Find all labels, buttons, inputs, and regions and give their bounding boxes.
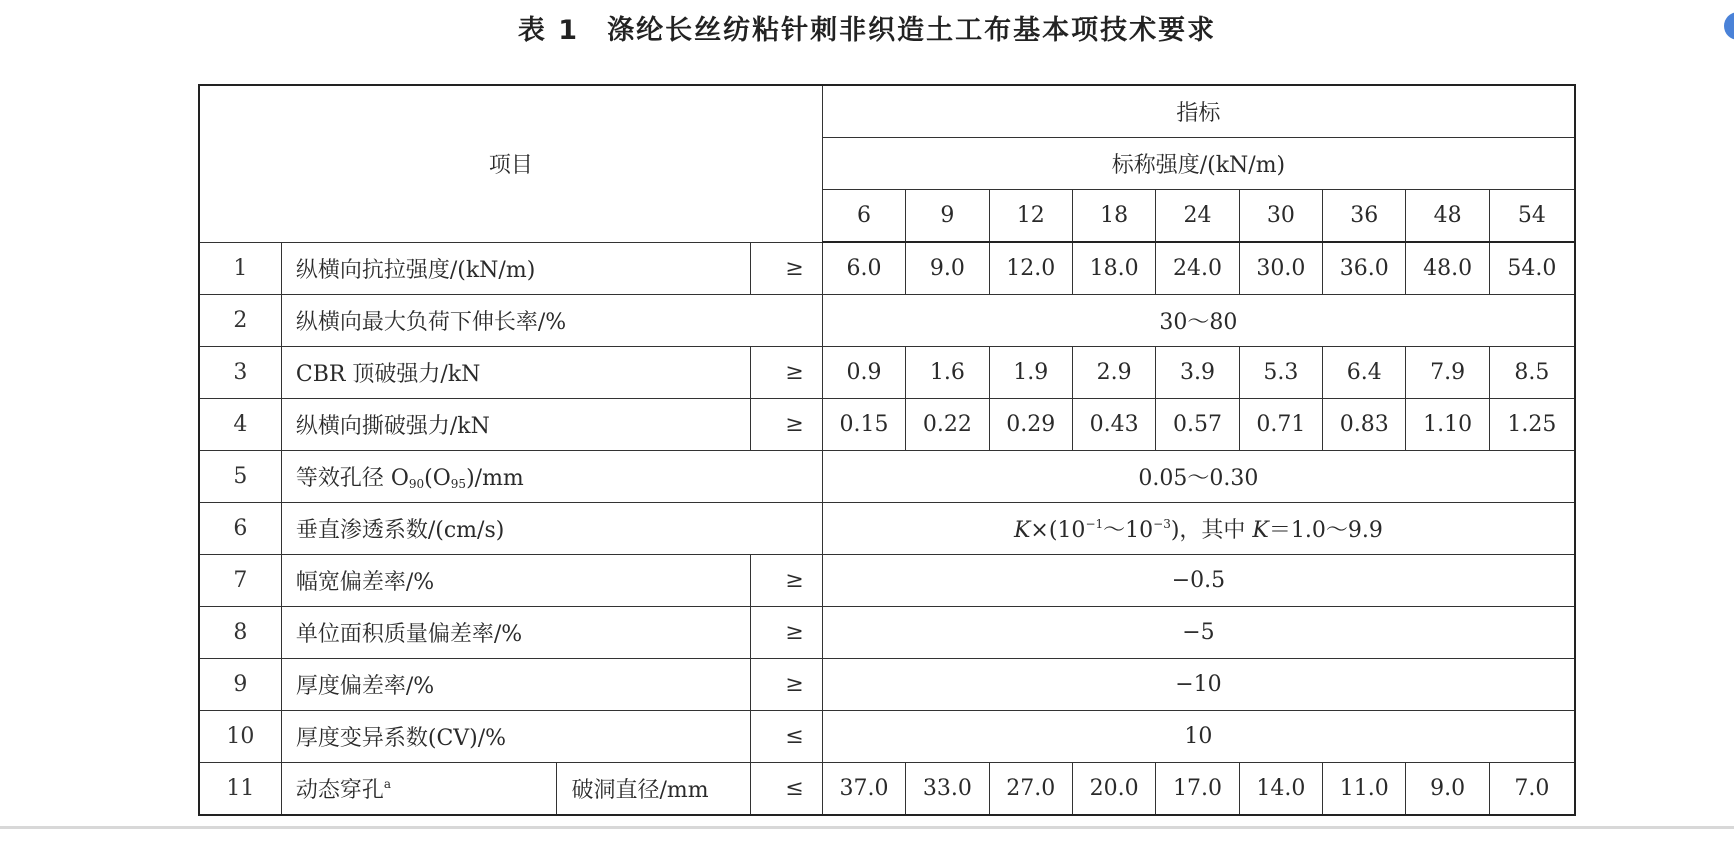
subscript: 90 — [408, 477, 425, 491]
cell-value: 2.9 — [1072, 347, 1155, 399]
row-item: 纵横向抗拉强度/(kN/m) — [281, 242, 750, 295]
cell-value: 24.0 — [1156, 242, 1239, 295]
spec-table-container — [198, 84, 1576, 844]
item-text: (O — [424, 466, 451, 491]
nominal-value: 54 — [1489, 190, 1575, 243]
row-operator: ≥ — [750, 399, 822, 451]
header-nominal-strength: 标称强度/(kN/m) — [822, 138, 1575, 190]
row-item: 厚度变异系数(CV)/% — [281, 711, 750, 763]
cell-value: 12.0 — [989, 242, 1072, 295]
cell-value: 0.9 — [822, 347, 905, 399]
merged-value: −5 — [822, 607, 1575, 659]
row-number: 10 — [199, 711, 281, 763]
cell-value: 9.0 — [1406, 763, 1489, 816]
cell-value: 48.0 — [1406, 242, 1489, 295]
cell-value: 0.71 — [1239, 399, 1322, 451]
cell-value: 9.0 — [906, 242, 989, 295]
spec-table — [198, 84, 1576, 816]
table-caption: 涤纶长丝纺粘针刺非织造土工布基本项技术要求 — [607, 15, 1217, 46]
table-row — [199, 555, 1575, 607]
cell-value: 7.9 — [1406, 347, 1489, 399]
item-text: 动态穿孔 — [295, 778, 384, 803]
cell-value: 0.22 — [906, 399, 989, 451]
cell-value: 30.0 — [1239, 242, 1322, 295]
item-text: )/mm — [466, 466, 524, 491]
cell-value: 14.0 — [1239, 763, 1322, 816]
value-text: ～10 — [1103, 518, 1154, 543]
merged-value: 30～80 — [822, 295, 1575, 347]
row-number: 8 — [199, 607, 281, 659]
nominal-value: 6 — [822, 190, 905, 243]
nominal-value: 30 — [1239, 190, 1322, 243]
row-item — [281, 763, 557, 816]
table-row — [199, 659, 1575, 711]
table-row — [199, 295, 1575, 347]
table-row — [199, 503, 1575, 555]
cell-value: 1.9 — [989, 347, 1072, 399]
row-item: 垂直渗透系数/(cm/s) — [281, 503, 822, 555]
header-item: 项目 — [199, 85, 822, 242]
superscript: −3 — [1153, 517, 1171, 531]
row-number: 2 — [199, 295, 281, 347]
cell-value: 3.9 — [1156, 347, 1239, 399]
variable-k: K — [1013, 518, 1031, 543]
cell-value: 20.0 — [1072, 763, 1155, 816]
cell-value: 37.0 — [822, 763, 905, 816]
nominal-value: 18 — [1072, 190, 1155, 243]
value-text: )，其中 — [1170, 518, 1253, 543]
nominal-value: 36 — [1323, 190, 1406, 243]
nominal-value: 48 — [1406, 190, 1489, 243]
row-number: 5 — [199, 451, 281, 503]
value-text: ＝1.0～9.9 — [1268, 518, 1383, 543]
header-index: 指标 — [822, 85, 1575, 138]
row-subitem: 破洞直径/mm — [557, 763, 750, 816]
table-number: 表 1 — [517, 15, 580, 46]
cell-value: 17.0 — [1156, 763, 1239, 816]
row-operator: ≥ — [750, 347, 822, 399]
variable-k: K — [1252, 518, 1269, 543]
footnote-marker: a — [383, 777, 392, 791]
row-number: 11 — [199, 763, 281, 816]
cell-value: 1.6 — [906, 347, 989, 399]
row-item: 单位面积质量偏差率/% — [281, 607, 750, 659]
header-row-1 — [199, 85, 1575, 138]
row-item: 纵横向撕破强力/kN — [281, 399, 750, 451]
row-operator: ≥ — [750, 555, 822, 607]
cell-value: 1.10 — [1406, 399, 1489, 451]
row-item: CBR 顶破强力/kN — [281, 347, 750, 399]
row-item: 幅宽偏差率/% — [281, 555, 750, 607]
cell-value: 33.0 — [906, 763, 989, 816]
cell-value: 0.83 — [1323, 399, 1406, 451]
merged-value: −10 — [822, 659, 1575, 711]
merged-value: −0.5 — [822, 555, 1575, 607]
cell-value: 54.0 — [1489, 242, 1575, 295]
row-operator: ≥ — [750, 659, 822, 711]
row-item — [281, 451, 822, 503]
cell-value: 27.0 — [989, 763, 1072, 816]
cell-value: 8.5 — [1489, 347, 1575, 399]
row-operator: ≤ — [750, 763, 822, 816]
cell-value: 7.0 — [1489, 763, 1575, 816]
cell-value: 0.43 — [1072, 399, 1155, 451]
row-operator: ≥ — [750, 242, 822, 295]
cell-value: 1.25 — [1489, 399, 1575, 451]
merged-value — [822, 503, 1575, 555]
row-number: 4 — [199, 399, 281, 451]
nominal-value: 12 — [989, 190, 1072, 243]
merged-value: 0.05～0.30 — [822, 451, 1575, 503]
cell-value: 0.15 — [822, 399, 905, 451]
cell-value: 0.29 — [989, 399, 1072, 451]
item-text: 等效孔径 O — [295, 466, 409, 491]
row-operator: ≤ — [750, 711, 822, 763]
row-operator: ≥ — [750, 607, 822, 659]
subscript: 95 — [450, 477, 467, 491]
superscript: −1 — [1085, 517, 1104, 531]
row-item: 纵横向最大负荷下伸长率/% — [281, 295, 822, 347]
row-item: 厚度偏差率/% — [281, 659, 750, 711]
table-row — [199, 711, 1575, 763]
cell-value: 6.4 — [1323, 347, 1406, 399]
row-number: 3 — [199, 347, 281, 399]
table-row — [199, 399, 1575, 451]
cell-value: 11.0 — [1323, 763, 1406, 816]
cell-value: 5.3 — [1239, 347, 1322, 399]
table-title — [0, 8, 1734, 47]
table-row — [199, 242, 1575, 295]
table-row — [199, 763, 1575, 816]
cell-value: 36.0 — [1323, 242, 1406, 295]
merged-value: 10 — [822, 711, 1575, 763]
value-text: ×(10 — [1030, 518, 1086, 543]
row-number: 1 — [199, 242, 281, 295]
cell-value: 18.0 — [1072, 242, 1155, 295]
nominal-value: 9 — [906, 190, 989, 243]
cell-value: 6.0 — [822, 242, 905, 295]
cell-value: 0.57 — [1156, 399, 1239, 451]
table-row — [199, 347, 1575, 399]
nominal-value: 24 — [1156, 190, 1239, 243]
row-number: 6 — [199, 503, 281, 555]
row-number: 7 — [199, 555, 281, 607]
table-row — [199, 451, 1575, 503]
table-row — [199, 607, 1575, 659]
row-number: 9 — [199, 659, 281, 711]
